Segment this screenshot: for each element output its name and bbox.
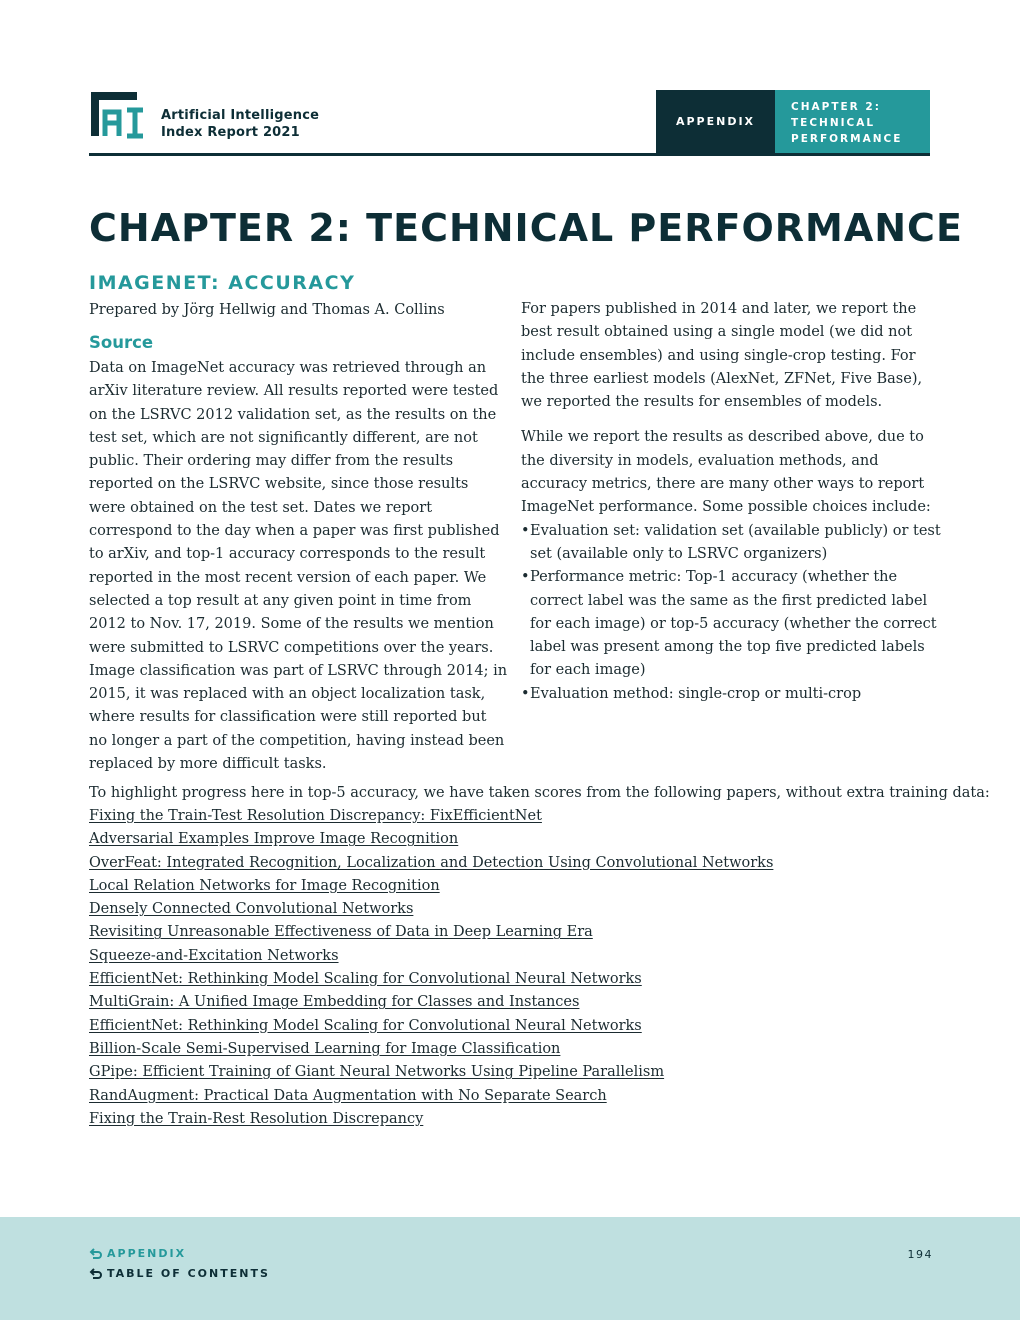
paper-link[interactable]: Adversarial Examples Improve Image Recognition xyxy=(89,831,459,848)
paper-link[interactable]: Billion-Scale Semi-Supervised Learning for Image Classification xyxy=(89,1040,561,1057)
chapter-tab[interactable] xyxy=(775,90,930,153)
prepared-by: Prepared by Jörg Hellwig and Thomas A. Collins xyxy=(89,302,445,318)
choices-list xyxy=(521,520,941,706)
ai-index-logo xyxy=(89,90,147,140)
page-header xyxy=(89,90,930,156)
footer-toc-label: TABLE OF CONTENTS xyxy=(107,1267,270,1280)
return-arrow-icon xyxy=(89,1268,103,1280)
header-divider xyxy=(89,153,930,156)
footer-toc-link[interactable] xyxy=(89,1267,270,1280)
paper-link[interactable]: EfficientNet: Rethinking Model Scaling for Convolutional Neural Networks xyxy=(89,1017,642,1034)
report-title xyxy=(161,107,319,141)
return-arrow-icon xyxy=(89,1248,103,1260)
chapter-tab-line3: PERFORMANCE xyxy=(791,133,903,145)
choices-paragraph: While we report the results as described above, due to the diversity in models, evaluation methods, and accuracy metrics, there are many other ways to report ImageNet performance. Some possible choices include: xyxy=(521,429,931,516)
source-heading: Source xyxy=(89,333,154,352)
page-title: CHAPTER 2: TECHNICAL PERFORMANCE xyxy=(89,206,963,250)
paper-link[interactable]: Local Relation Networks for Image Recognition xyxy=(89,877,440,894)
paper-link[interactable]: MultiGrain: A Unified Image Embedding for Classes and Instances xyxy=(89,994,580,1011)
paper-link[interactable]: GPipe: Efficient Training of Giant Neural Networks Using Pipeline Parallelism xyxy=(89,1064,665,1081)
page-number: 194 xyxy=(907,1248,933,1261)
paper-link[interactable]: Squeeze-and-Excitation Networks xyxy=(89,947,339,964)
chapter-tab-line2: TECHNICAL xyxy=(791,117,876,129)
list-item: • Evaluation method: single-crop or multi-crop xyxy=(521,683,941,706)
paper-link[interactable]: Fixing the Train-Rest Resolution Discrepancy xyxy=(89,1110,424,1127)
source-paragraph: Data on ImageNet accuracy was retrieved through an arXiv literature review. All results reported were tested on the LSRVC 2012 validation set, as the results on the test set, which are not significantly different, are not public. Their ordering may differ from the results reported on the LSRVC website, since those results were obtained on the test set. Dates we report correspond to the day when a paper was first published to arXiv, and top-1 accuracy corresponds to the result reported in the most recent version of each paper. We selected a top result at any given point in time from 2012 to Nov. 17, 2019. Some of the results we mention were submitted to LSRVC competitions over the years. Image classification was part of LSRVC through 2014; in 2015, it was replaced with an object localization task, where results for classification were still reported but no longer a part of the competition, having instead been replaced by more difficult tasks. xyxy=(89,360,508,773)
footer-appendix-link[interactable] xyxy=(89,1247,186,1260)
report-title-line1: Artificial Intelligence xyxy=(161,108,320,123)
paper-link[interactable]: Densely Connected Convolutional Networks xyxy=(89,901,414,918)
chapter-tab-line1: CHAPTER 2: xyxy=(791,101,881,113)
paper-link[interactable]: Fixing the Train-Test Resolution Discrepancy: FixEfficientNet xyxy=(89,808,542,824)
paper-link[interactable]: Revisiting Unreasonable Effectiveness of Data in Deep Learning Era xyxy=(89,924,593,941)
right-column xyxy=(521,298,941,706)
list-item: • Evaluation set: validation set (available publicly) or test set (available only to LSRVC organizers) xyxy=(521,520,941,567)
paper-link[interactable]: OverFeat: Integrated Recognition, Localization and Detection Using Convolutional Networks xyxy=(89,854,774,871)
report-title-line2: Index Report 2021 xyxy=(161,125,300,140)
footer-appendix-label: APPENDIX xyxy=(107,1247,187,1260)
papers-list xyxy=(89,805,773,1131)
page-footer xyxy=(0,1217,1020,1320)
appendix-tab[interactable]: APPENDIX xyxy=(656,90,775,153)
methodology-paragraph: For papers published in 2014 and later, we report the best result obtained using a single model (we did not include ensembles) and using single-crop testing. For the three earliest models (AlexNet, ZFNet, Five Base), we reported the results for ensembles of models. xyxy=(521,301,923,411)
paper-link[interactable]: RandAugment: Practical Data Augmentation with No Separate Search xyxy=(89,1087,607,1104)
left-column xyxy=(89,357,509,776)
list-item: • Performance metric: Top-1 accuracy (whether the correct label was the same as the first predicted label for each image) or top-5 accuracy (whether the correct label was present among the top five predicted labels for each image) xyxy=(521,566,941,682)
paper-link[interactable]: EfficientNet: Rethinking Model Scaling for Convolutional Neural Networks xyxy=(89,971,642,988)
section-title: IMAGENET: ACCURACY xyxy=(89,272,356,294)
papers-intro: To highlight progress here in top-5 accuracy, we have taken scores from the following papers, without extra training data: xyxy=(89,785,990,801)
